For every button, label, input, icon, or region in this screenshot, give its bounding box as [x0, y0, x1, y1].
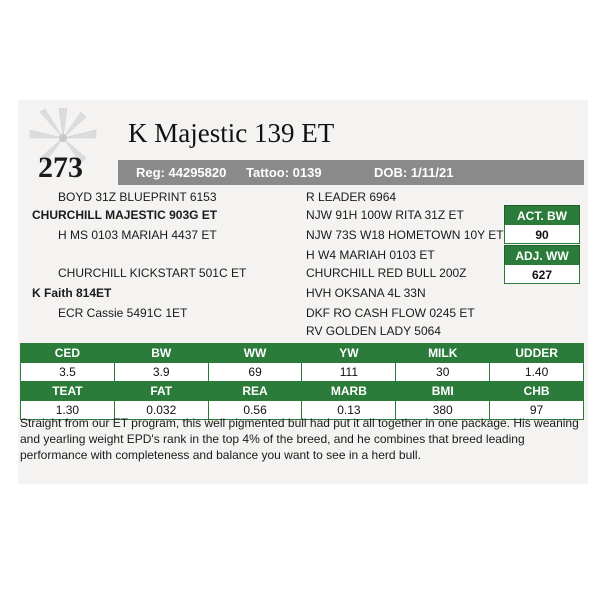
epd-value: 111	[302, 363, 396, 382]
lot-number: 273	[38, 151, 83, 184]
pedigree-dam: K Faith 814ET	[32, 286, 112, 300]
epd-header-row	[21, 344, 584, 363]
epd-value: 380	[396, 401, 490, 420]
epd-header: CED	[21, 344, 115, 363]
epd-header: FAT	[114, 382, 208, 401]
pedigree-dam-sire: CHURCHILL KICKSTART 501C ET	[58, 266, 247, 280]
epd-value: 30	[396, 363, 490, 382]
epd-value: 1.40	[490, 363, 584, 382]
pedigree-dam-dam: ECR Cassie 5491C 1ET	[58, 306, 188, 320]
epd-value: 0.032	[114, 401, 208, 420]
registration-bar	[118, 160, 584, 185]
epd-header: UDDER	[490, 344, 584, 363]
lot-description: Straight from our ET program, this well pigmented bull had put it all together in one package. His weaning and yearling weight EPD's rank in the top 4% of the breed, and he combines that breed leading performance with completeness and balance you want to see in a herd bull.	[20, 416, 579, 462]
epd-header: REA	[208, 382, 302, 401]
epd-value-row	[21, 363, 584, 382]
epd-header: BMI	[396, 382, 490, 401]
epd-value: 0.13	[302, 401, 396, 420]
epd-header: MARB	[302, 382, 396, 401]
epd-value: 3.9	[114, 363, 208, 382]
epd-header: MILK	[396, 344, 490, 363]
epd-value: 0.56	[208, 401, 302, 420]
epd-header-row	[21, 382, 584, 401]
date-of-birth: DOB: 1/11/21	[374, 165, 454, 180]
epd-header: YW	[302, 344, 396, 363]
epd-value: 97	[490, 401, 584, 420]
epd-header: WW	[208, 344, 302, 363]
pedigree-ancestor: CHURCHILL RED BULL 200Z	[306, 266, 467, 280]
adj-ww-value: 627	[504, 264, 580, 284]
pedigree-sire: CHURCHILL MAJESTIC 903G ET	[32, 208, 218, 222]
epd-value: 69	[208, 363, 302, 382]
pedigree-ancestor: RV GOLDEN LADY 5064	[306, 324, 441, 338]
registration-number: Reg: 44295820	[136, 165, 227, 180]
pedigree-ancestor: H W4 MARIAH 0103 ET	[306, 248, 435, 262]
adj-ww-label: ADJ. WW	[504, 245, 580, 265]
pedigree-ancestor: DKF RO CASH FLOW 0245 ET	[306, 306, 475, 320]
epd-header: BW	[114, 344, 208, 363]
epd-header: TEAT	[21, 382, 115, 401]
act-bw-value: 90	[504, 224, 580, 244]
act-bw-label: ACT. BW	[504, 205, 580, 225]
epd-value: 3.5	[21, 363, 115, 382]
tattoo: Tattoo: 0139	[246, 165, 322, 180]
pedigree-ancestor: NJW 91H 100W RITA 31Z ET	[306, 208, 464, 222]
pedigree-ancestor: HVH OKSANA 4L 33N	[306, 286, 426, 300]
pedigree-ancestor: NJW 73S W18 HOMETOWN 10Y ET	[306, 228, 504, 242]
animal-name: K Majestic 139 ET	[128, 118, 335, 148]
epd-value: 1.30	[21, 401, 115, 420]
pedigree-sire-sire: BOYD 31Z BLUEPRINT 6153	[58, 190, 217, 204]
epd-header: CHB	[490, 382, 584, 401]
epd-table	[20, 343, 584, 420]
pedigree-ancestor: R LEADER 6964	[306, 190, 397, 204]
pedigree-sire-dam: H MS 0103 MARIAH 4437 ET	[58, 228, 217, 242]
